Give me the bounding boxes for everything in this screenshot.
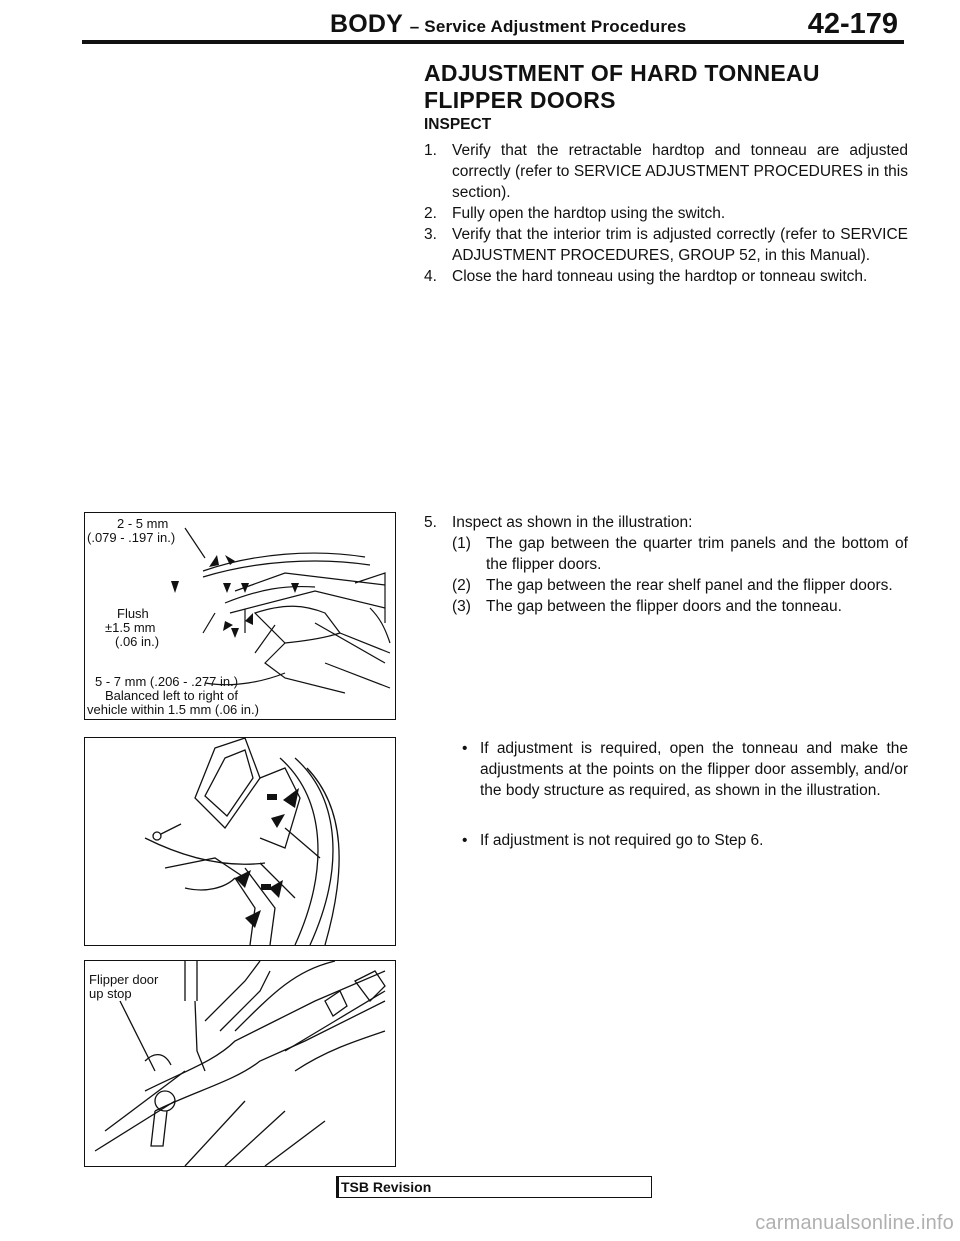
sub-step-text: The gap between the flipper doors and the tonneau. [486, 598, 842, 615]
tsb-revision-bar [336, 1176, 339, 1198]
step-text: Close the hard tonneau using the hardtop or tonneau switch. [452, 268, 868, 285]
sub-step-number: (2) [452, 577, 471, 594]
header-title-sub: – Service Adjustment Procedures [409, 17, 687, 36]
fig3-label-flipper-door: Flipper door [89, 972, 159, 987]
bullet-text: If adjustment is not required go to Step 6. [480, 832, 764, 849]
sub-step-1 [452, 533, 908, 575]
steps-list-upper [424, 140, 908, 287]
tsb-revision-box [336, 1176, 652, 1198]
step-text: Fully open the hardtop using the switch. [452, 205, 726, 222]
sub-steps [424, 533, 908, 617]
step-1 [424, 140, 908, 203]
sub-step-3 [452, 596, 908, 617]
fig1-label-flush-mm: ±1.5 mm [105, 620, 156, 635]
fig1-label-balanced: Balanced left to right of [105, 688, 238, 703]
bullet-list-item [452, 738, 908, 801]
section-title: ADJUSTMENT OF HARD TONNEAU FLIPPER DOORS [424, 60, 820, 113]
step-4 [424, 266, 908, 287]
step-text: Verify that the interior trim is adjusted correctly (refer to SERVICE ADJUSTMENT PROCEDURES, GROUP 52, in this Manual). [452, 226, 908, 264]
page-number: 42-179 [807, 8, 898, 40]
fig1-label-flush: Flush [117, 606, 149, 621]
bullet-text: If adjustment is required, open the tonneau and make the adjustments at the points on the flipper door assembly, and/or the body structure as required, as shown in the illustration. [480, 740, 908, 799]
steps-list-lower [424, 512, 908, 617]
fig1-label-bottom-gap: 5 - 7 mm (.206 - .277 in.) [95, 674, 239, 689]
step-text: Inspect as shown in the illustration: [452, 514, 693, 531]
step-number: 5. [424, 514, 437, 531]
step-number: 1. [424, 142, 437, 159]
header-title-main: BODY [330, 10, 403, 38]
subheading-inspect: INSPECT [424, 116, 492, 133]
step-number: 3. [424, 226, 437, 243]
step-5 [424, 512, 908, 533]
step-2 [424, 203, 908, 224]
bullet-mark: • [462, 832, 468, 849]
fig1-label-flush-in: (.06 in.) [115, 634, 160, 649]
figure-adjustment-points [84, 737, 396, 946]
figure-gap-measurements [84, 512, 396, 720]
header-rule [82, 40, 904, 44]
sub-step-text: The gap between the rear shelf panel and the flipper doors. [486, 577, 893, 594]
step-text: Verify that the retractable hardtop and tonneau are adjusted correctly (refer to SERVICE ADJUSTMENT PROCEDURES in this section). [452, 142, 908, 201]
sub-step-number: (1) [452, 535, 471, 552]
running-header [330, 10, 686, 39]
tsb-revision-label: TSB Revision [341, 1179, 432, 1195]
fig1-label-gap-in: (.079 - .197 in.) [87, 530, 176, 545]
fig3-label-up-stop: up stop [89, 986, 132, 1001]
step-number: 2. [424, 205, 437, 222]
sub-step-number: (3) [452, 598, 471, 615]
bullet-adjust-required [452, 738, 908, 801]
step-number: 4. [424, 268, 437, 285]
bullet-list-item [452, 830, 908, 851]
figure-flipper-door-up-stop [84, 960, 396, 1167]
bullet-mark: • [462, 740, 468, 757]
adjustment-illustration-drawing [85, 738, 395, 945]
fig1-label-tolerance: vehicle within 1.5 mm (.06 in.) [87, 702, 259, 717]
sub-step-text: The gap between the quarter trim panels and the bottom of the flipper doors. [486, 535, 908, 573]
sub-step-2 [452, 575, 908, 596]
bullet-adjust-not-required [452, 830, 908, 851]
step-3 [424, 224, 908, 266]
watermark: carmanualsonline.info [755, 1212, 954, 1234]
fig1-label-gap-mm: 2 - 5 mm [117, 516, 169, 531]
